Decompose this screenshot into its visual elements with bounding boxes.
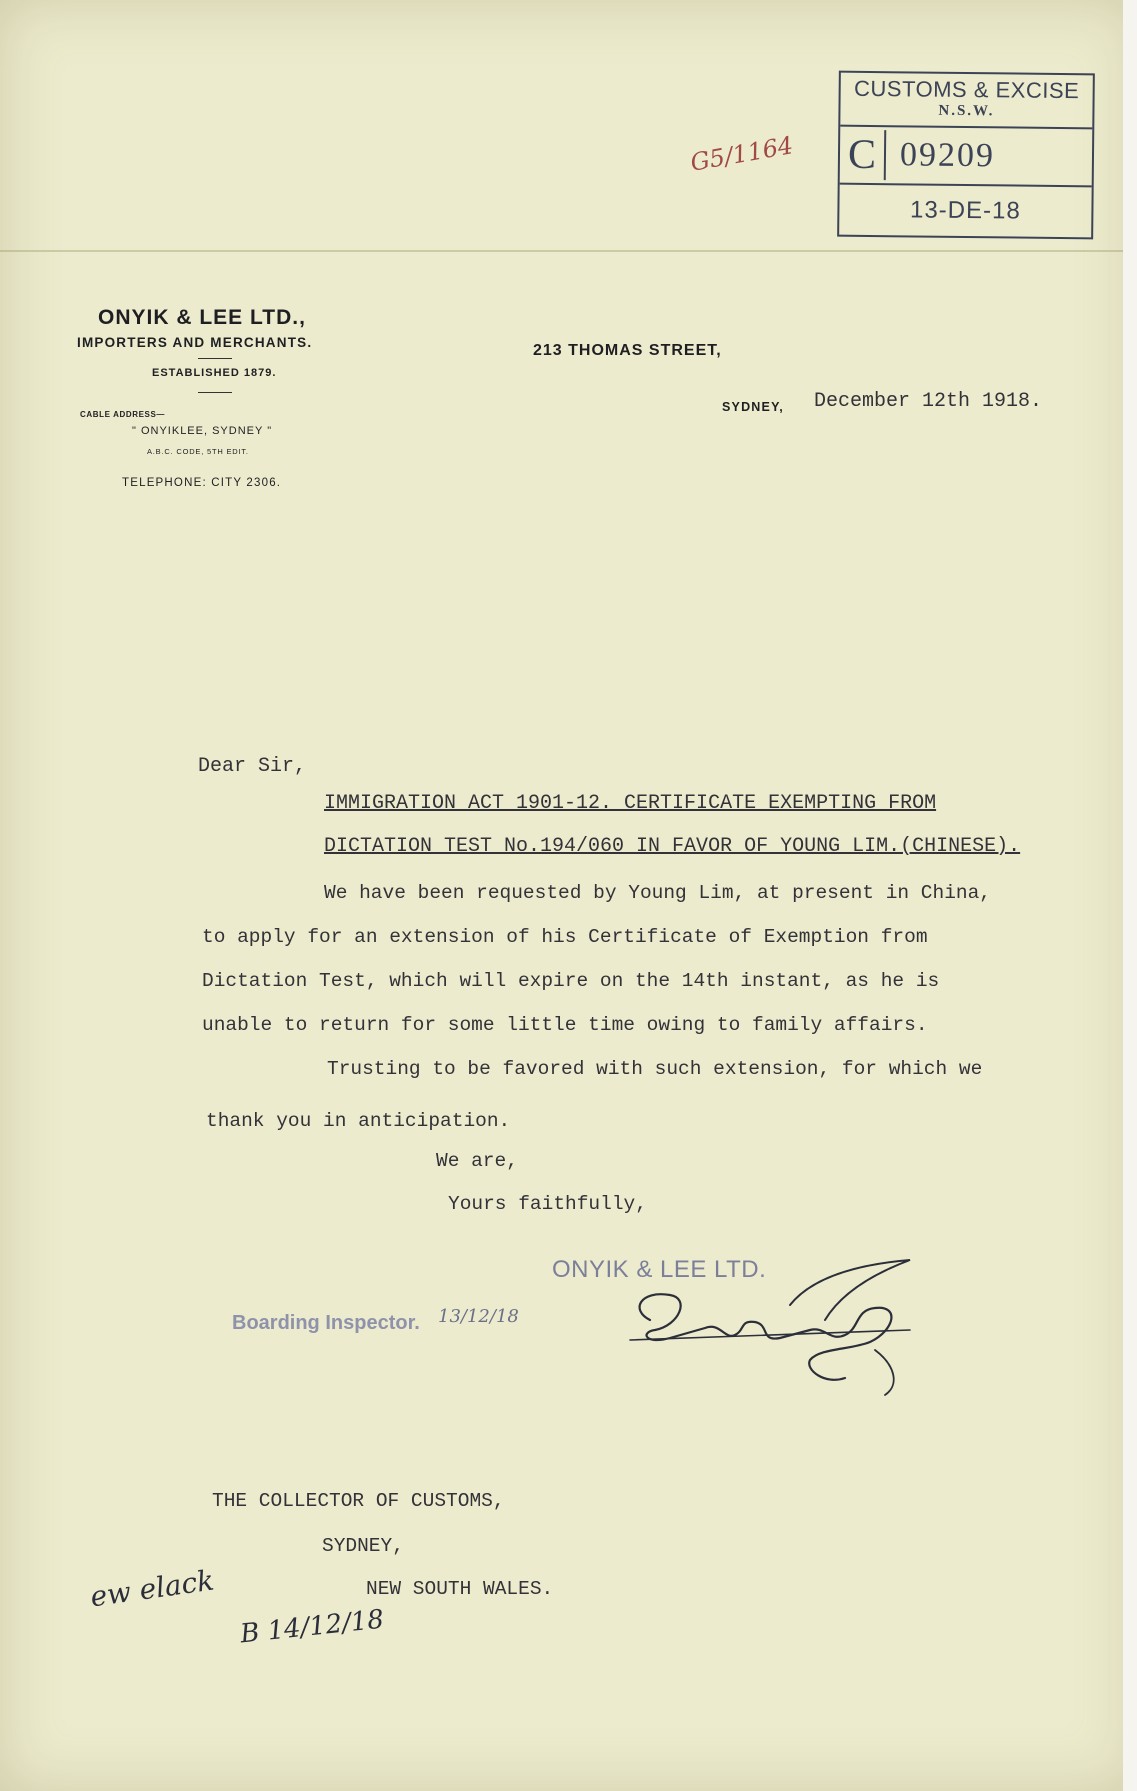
customs-stamp-subtitle: N.S.W.: [938, 102, 995, 120]
subject-line: IMMIGRATION ACT 1901-12. CERTIFICATE EXEMPTING FROM: [324, 792, 937, 815]
handwritten-note: ew elack: [88, 1563, 217, 1614]
customs-stamp-number: 09209: [899, 136, 996, 175]
handwritten-initials: B 14/12/18: [238, 1604, 386, 1650]
customs-stamp-header: [840, 73, 1093, 130]
subject-line: DICTATION TEST No.194/060 IN FAVOR OF YOUNG LIM.(CHINESE).: [324, 835, 1021, 858]
letterhead-rule: [198, 392, 232, 393]
closing-line: We are,: [436, 1150, 518, 1172]
letter-date: December 12th 1918.: [814, 390, 1043, 413]
handwritten-signature: [610, 1250, 940, 1400]
reference-note: G5/1164: [688, 131, 796, 177]
customs-stamp-number-row: [840, 127, 1093, 188]
body-line: Dictation Test, which will expire on the 14th instant, as he is: [202, 970, 940, 992]
body-line: to apply for an extension of his Certificate of Exemption from: [202, 926, 928, 948]
recipient-line: NEW SOUTH WALES.: [366, 1578, 554, 1600]
body-line: unable to return for some little time owing to family affairs.: [202, 1014, 928, 1036]
cable-address: " ONYIKLEE, SYDNEY ": [132, 425, 273, 437]
cable-address-label: CABLE ADDRESS—: [80, 410, 165, 419]
recipient-line: SYDNEY,: [322, 1535, 404, 1557]
company-tagline: IMPORTERS AND MERCHANTS.: [77, 335, 313, 350]
company-signature-stamp: ONYIK & LEE LTD.: [552, 1256, 767, 1283]
telegraph-code: A.B.C. CODE, 5TH EDIT.: [147, 447, 249, 456]
customs-stamp: [837, 71, 1095, 240]
body-line: Trusting to be favored with such extension, for which we: [327, 1058, 983, 1080]
salutation: Dear Sir,: [198, 755, 307, 778]
city: SYDNEY,: [722, 400, 784, 414]
letterhead-rule: [198, 358, 232, 359]
closing-line: Yours faithfully,: [448, 1193, 647, 1215]
boarding-inspector-stamp: Boarding Inspector.: [232, 1312, 420, 1334]
established-year: ESTABLISHED 1879.: [152, 367, 277, 379]
body-line: thank you in anticipation.: [206, 1110, 511, 1132]
company-name: ONYIK & LEE LTD.,: [98, 306, 306, 329]
telephone: TELEPHONE: CITY 2306.: [122, 477, 282, 489]
street-address: 213 THOMAS STREET,: [533, 342, 722, 359]
customs-stamp-title: CUSTOMS & EXCISE: [853, 75, 1080, 104]
boarding-inspector-date: 13/12/18: [438, 1306, 519, 1327]
customs-stamp-date: 13-DE-18: [909, 196, 1021, 225]
customs-stamp-letter: C: [840, 130, 887, 180]
page-edge: [1123, 0, 1137, 1791]
recipient-line: THE COLLECTOR OF CUSTOMS,: [212, 1490, 505, 1512]
paper-fold: [0, 250, 1137, 252]
body-line: We have been requested by Young Lim, at present in China,: [324, 882, 992, 904]
